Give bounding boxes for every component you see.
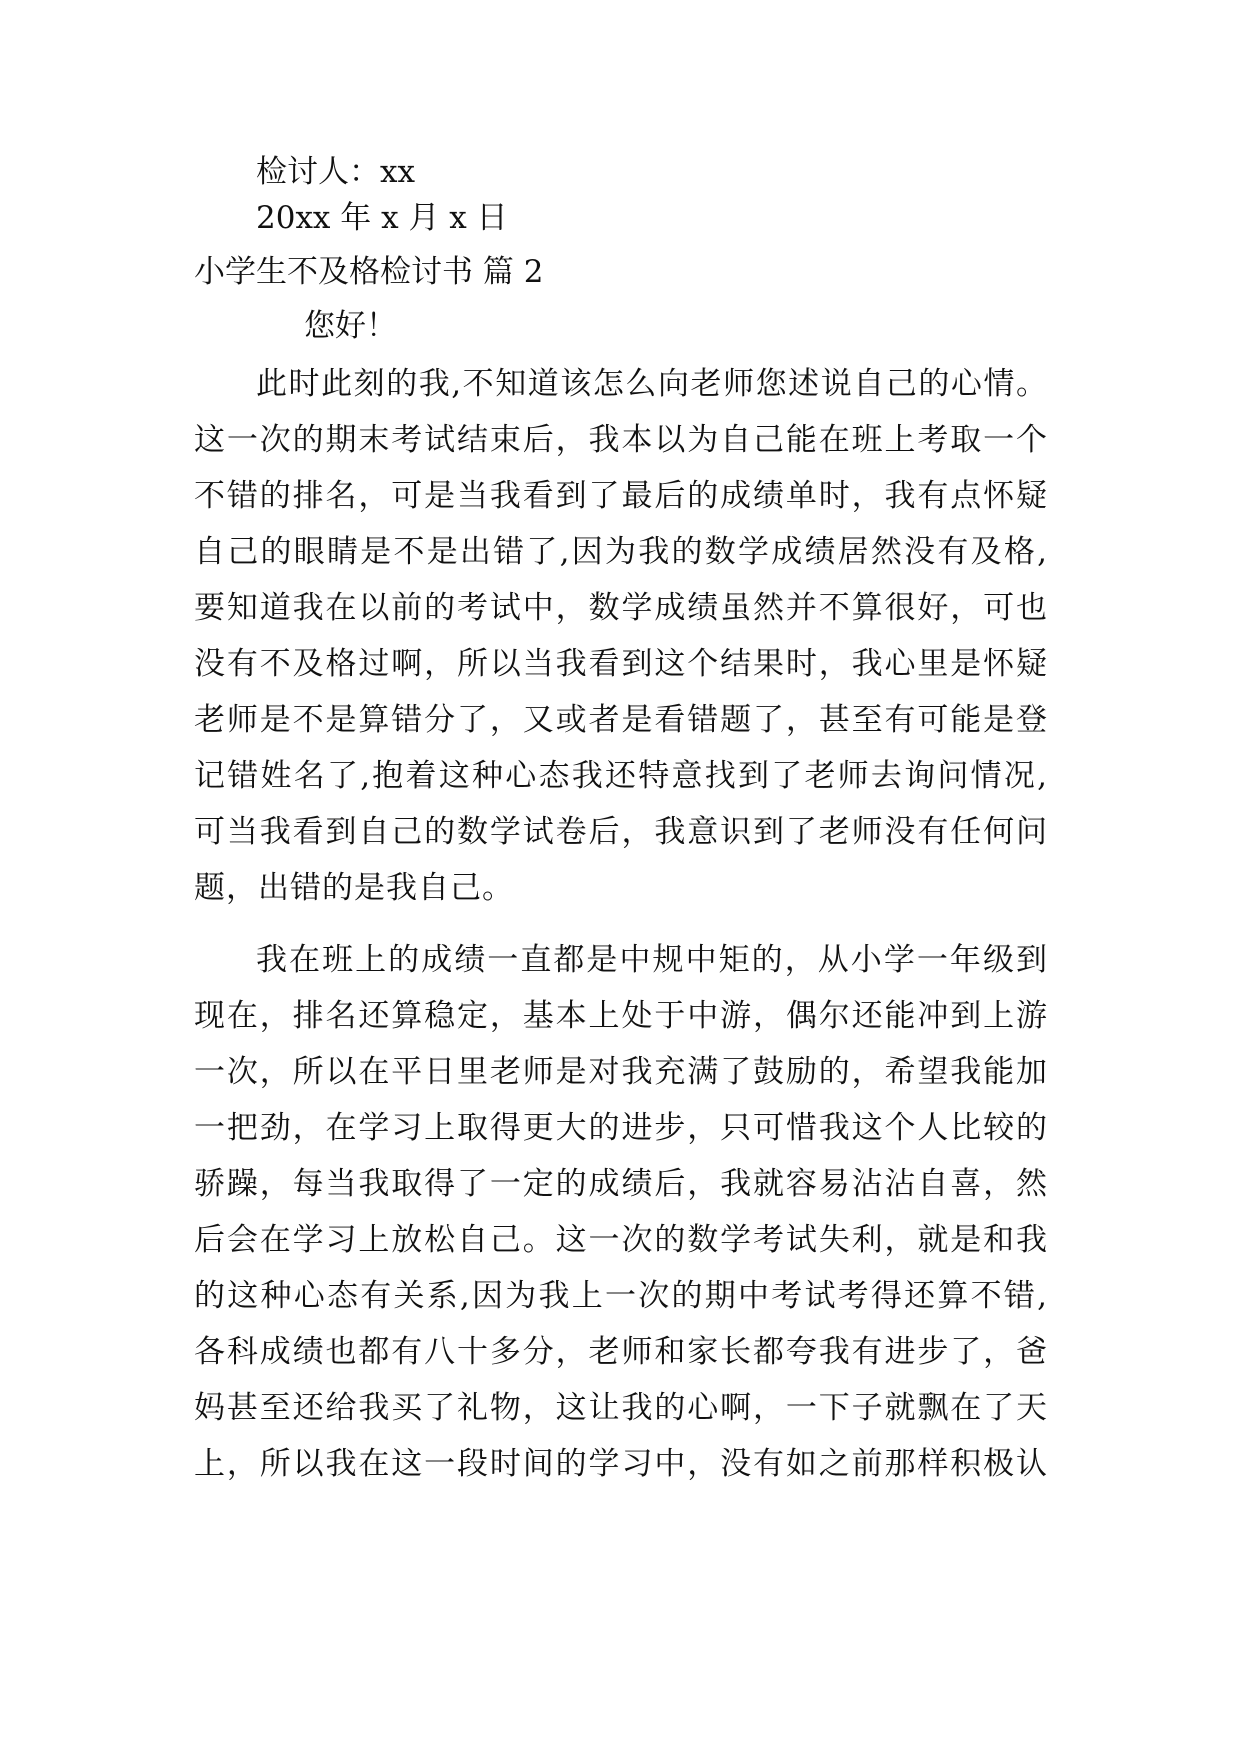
paragraph1-line: 记错姓名了,抱着这种心态我还特意找到了老师去询问情况, (194, 758, 1048, 794)
paragraph1-line: 这一次的期末考试结束后，我本以为自己能在班上考取一个 (194, 422, 1048, 458)
paragraph1-line: 要知道我在以前的考试中，数学成绩虽然并不算很好，可也 (194, 590, 1048, 626)
paragraph2-line: 骄躁，每当我取得了一定的成绩后，我就容易沾沾自喜，然 (194, 1166, 1048, 1202)
paragraph2-line: 后会在学习上放松自己。这一次的数学考试失利，就是和我 (194, 1222, 1048, 1258)
paragraph1-line: 此时此刻的我,不知道该怎么向老师您述说自己的心情。 (256, 366, 1048, 402)
paragraph2-line: 一把劲，在学习上取得更大的进步，只可惜我这个人比较的 (194, 1110, 1048, 1146)
section-title: 小学生不及格检讨书 篇 2 (194, 254, 544, 290)
paragraph1-line: 题，出错的是我自己。 (194, 870, 514, 906)
paragraph2-line: 各科成绩也都有八十多分，老师和家长都夸我有进步了，爸 (194, 1334, 1048, 1370)
paragraph1-line: 可当我看到自己的数学试卷后，我意识到了老师没有任何问 (194, 814, 1048, 850)
paragraph2-line: 上，所以我在这一段时间的学习中，没有如之前那样积极认 (194, 1446, 1048, 1482)
paragraph1-line: 没有不及格过啊，所以当我看到这个结果时，我心里是怀疑 (194, 646, 1048, 682)
paragraph2-line: 妈甚至还给我买了礼物，这让我的心啊，一下子就飘在了天 (194, 1390, 1048, 1426)
reviewer-signature: 检讨人：xx (256, 154, 415, 190)
paragraph2-line: 现在，排名还算稳定，基本上处于中游，偶尔还能冲到上游 (194, 998, 1048, 1034)
paragraph2-line: 我在班上的成绩一直都是中规中矩的，从小学一年级到 (256, 942, 1048, 978)
paragraph1-line: 老师是不是算错分了，又或者是看错题了，甚至有可能是登 (194, 702, 1048, 738)
paragraph2-line: 一次，所以在平日里老师是对我充满了鼓励的，希望我能加 (194, 1054, 1048, 1090)
paragraph1-line: 自己的眼睛是不是出错了,因为我的数学成绩居然没有及格, (194, 534, 1048, 570)
signature-date: 20xx 年 x 月 x 日 (256, 200, 508, 236)
paragraph2-line: 的这种心态有关系,因为我上一次的期中考试考得还算不错, (194, 1278, 1048, 1314)
greeting: 您好！ (304, 308, 397, 344)
paragraph1-line: 不错的排名，可是当我看到了最后的成绩单时，我有点怀疑 (194, 478, 1048, 514)
